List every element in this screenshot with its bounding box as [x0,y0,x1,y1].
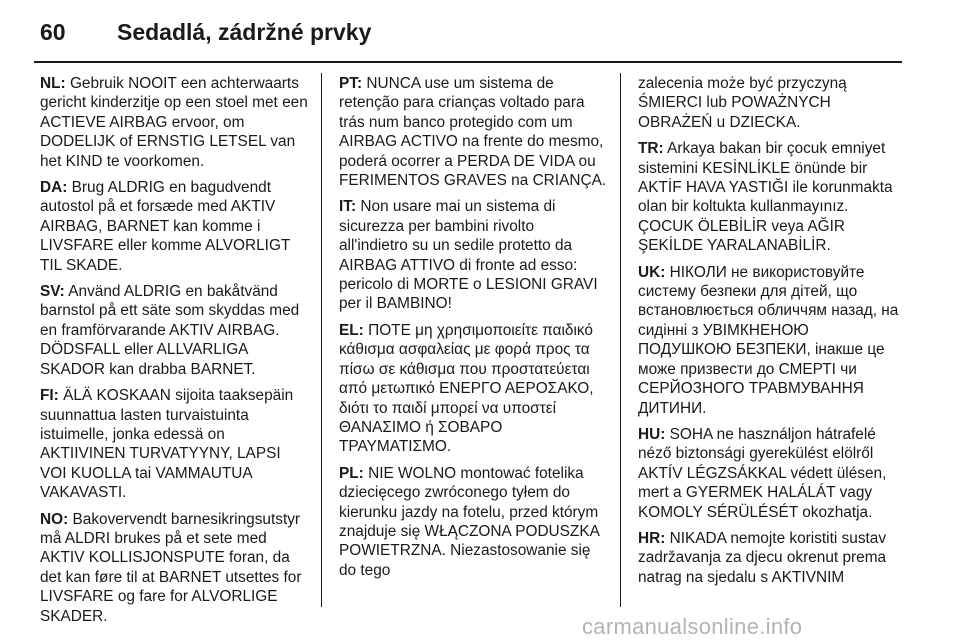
column-divider [321,73,322,607]
warning-text: Gebruik NOOIT een achterwaarts gericht kinderzitje op een stoel met een ACTIEVE AIRBAG ervoor, om DODELIJK of ERNSTIG LETSEL van het KIND te voorkomen. [40,75,308,170]
paragraph-pl-continued [638,74,906,132]
paragraph-no [40,510,308,626]
paragraph-it [339,197,607,313]
warning-text: SOHA ne használjon hátrafelé néző biztonsági gyerekülést elölről AKTÍV LÉGZSÁKKAL védett ülésen, mert a GYERMEK HALÁLÁT vagy KOMOLY SÉRÜLÉSÉT okozhatja. [638,425,887,521]
section-title: Sedadlá, zádržné prvky [117,19,372,45]
warning-text: Non usare mai un sistema di sicurezza per bambini rivolto all'indietro su un sedile protetto da AIRBAG ATTIVO di fronte ad esso: pericolo di MORTE o LESIONI GRAVI per il BAMBINO! [339,198,598,313]
warning-text: НІКОЛИ не використовуйте систему безпеки для дітей, що встановлюється обличчям назад, на сидінні з УВІМКНЕНОЮ ПОДУШКОЮ БЕЗПЕКИ, інакше це може призвести до СМЕРТІ чи СЕРЙОЗНОГО ТРАВМУВАННЯ ДИТИНИ. [638,263,899,417]
column-divider [620,73,621,607]
warning-text: NUNCA use um sistema de retenção para crianças voltado para trás num banco protegido com um AIRBAG ACTIVO na frente do mesmo, poderá ocorrer a PERDA DE VIDA ou FERIMENTOS GRAVES na CRIANÇA. [339,75,607,190]
warning-text: NIKADA nemojte koristiti sustav zadržavanja za djecu okrenut prema natrag na sjedalu s AKTIVNIM [638,529,887,586]
paragraph-uk [638,263,906,418]
paragraph-el [339,321,607,457]
warning-text: zalecenia może być przyczyną ŚMIERCI lub POWAŻNYCH OBRAŻEŃ u DZIECKA. [638,75,847,131]
language-code: TR: [638,140,664,158]
warning-text: ÄLÄ KOSKAAN sijoita taaksepäin suunnattua lasten turvaistuinta istuimelle, jonka edessä on AKTIIVINEN TURVATYYNY, LAPSI VOI KUOLLA tai VAMMAUTUA VAKAVASTI. [40,387,294,502]
paragraph-hr [638,529,906,587]
language-code: DA: [40,179,68,197]
warning-text: Använd ALDRIG en bakåtvänd barnstol på ett säte som skyddas med en framförvarande AKTIV AIRBAG. DÖDSFALL eller ALLVARLIGA SKADOR kan drabba BARNET. [40,283,300,378]
language-code: EL: [339,321,364,339]
warning-text: Arkaya bakan bir çocuk emniyet sistemini KESİNLİKLE önünde bir AKTİF HAVA YASTIĞI ile korunmakta olan bir koltukta kullanmayınız. ÇOCUK ÖLEBİLİR veya AĞIR ŞEKİLDE YARALANABİLİR. [638,140,893,255]
warning-text: Bakovervendt barnesikringsutstyr må ALDRI brukes på et sete med AKTIV KOLLISJONSPUTE foran, da det kan føre til at BARNET utsettes for LIVSFARE og fare for ALVORLIGE SKADER. [40,510,302,625]
paragraph-pt [339,74,607,190]
paragraph-hu [638,425,906,522]
language-code: IT: [339,198,357,216]
paragraph-fi [40,386,308,502]
paragraph-sv [40,282,308,379]
paragraph-nl [40,74,308,171]
column-2 [339,74,607,587]
language-code: UK: [638,263,666,281]
watermark: carmanualsonline.info [582,614,803,639]
column-1 [40,74,308,633]
warning-text: NIE WOLNO montować fotelika dziecięcego zwróconego tyłem do kierunku jazdy na fotelu, przed którym znajduje się WŁĄCZONA PODUSZKA POWIETRZNA. Niezastosowanie się do tego [339,464,600,579]
language-code: NO: [40,510,69,528]
paragraph-pl [339,464,607,580]
language-code: HU: [638,425,666,443]
language-code: HR: [638,529,666,547]
header-rule [34,61,902,63]
column-3 [638,74,906,594]
language-code: SV: [40,283,65,301]
language-code: FI: [40,387,59,405]
paragraph-tr [638,139,906,255]
language-code: PT: [339,75,363,92]
page-header [0,0,960,60]
warning-text: ΠΟΤΕ μη χρησιμοποιείτε παιδικό κάθισμα ασφαλείας με φορά προς τα πίσω σε κάθισμα που προστατεύεται από μετωπικό ΕΝΕΡΓΟ ΑΕΡΟΣΑΚΟ, διότι το παιδί μπορεί να υποστεί ΘΑΝΑΣΙΜΟ ή ΣΟΒΑΡΟ ΤΡΑΥΜΑΤΙΣΜΟ. [339,321,594,456]
warning-text: Brug ALDRIG en bagudvendt autostol på et forsæde med AKTIV AIRBAG, BARNET kan komme i LIVSFARE eller komme ALVORLIGT TIL SKADE. [40,179,291,274]
language-code: PL: [339,464,364,482]
paragraph-da [40,178,308,275]
language-code: NL: [40,75,66,92]
page-number: 60 [40,19,66,45]
